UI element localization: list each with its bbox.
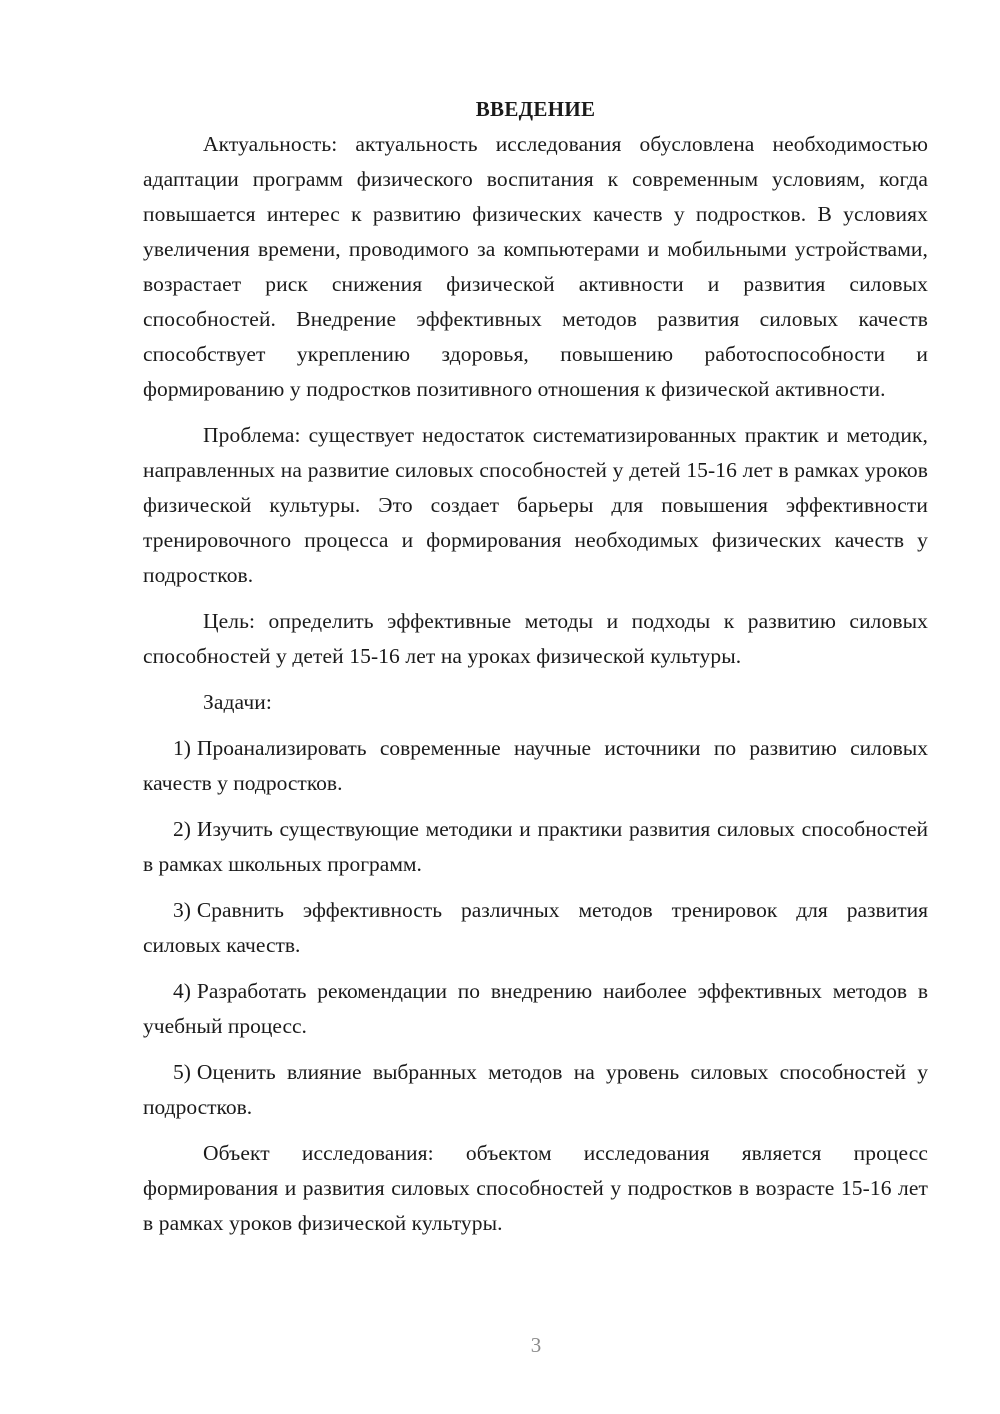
task-item: [143, 974, 928, 1044]
page-number: 3: [530, 1333, 542, 1357]
paragraph-spacer: [143, 963, 928, 974]
task-text: Разработать рекомендации по внедрению наиболее эффективных методов в учебный процесс.: [143, 979, 928, 1038]
paragraph-spacer: [143, 407, 928, 418]
task-text: Изучить существующие методики и практики развития силовых способностей в рамках школьных программ.: [143, 817, 928, 876]
task-item: [143, 1055, 928, 1125]
task-item: [143, 893, 928, 963]
paragraph-spacer: [143, 593, 928, 604]
task-number: 4): [173, 979, 191, 1003]
paragraph-spacer: [143, 1044, 928, 1055]
task-item: [143, 812, 928, 882]
task-text: Оценить влияние выбранных методов на уровень силовых способностей у подростков.: [143, 1060, 928, 1119]
task-number: 2): [173, 817, 191, 841]
paragraph-spacer: [143, 882, 928, 893]
task-number: 3): [173, 898, 191, 922]
paragraph-spacer: [143, 674, 928, 685]
problem-paragraph: Проблема: существует недостаток систематизированных практик и методик, направленных на развитие силовых способностей у детей 15-16 лет в рамках уроков физической культуры. Это создает барьеры для повышения эффективности тренировочного процесса и формирования необходимых физических качеств у подростков.: [143, 423, 928, 587]
task-number: 5): [173, 1060, 191, 1084]
paragraph-spacer: [143, 1125, 928, 1136]
page-title: ВВЕДЕНИЕ: [475, 97, 596, 121]
paragraph-spacer: [143, 801, 928, 812]
goal-paragraph: Цель: определить эффективные методы и подходы к развитию силовых способностей у детей 15-16 лет на уроках физической культуры.: [143, 609, 928, 668]
task-number: 1): [173, 736, 191, 760]
task-text: Проанализировать современные научные источники по развитию силовых качеств у подростков.: [143, 736, 928, 795]
document-page: [143, 92, 928, 1241]
tasks-heading: Задачи:: [203, 690, 272, 714]
paragraph-spacer: [143, 720, 928, 731]
research-object-paragraph: Объект исследования: объектом исследования является процесс формирования и развития силовых способностей у подростков в возрасте 15-16 лет в рамках уроков физической культуры.: [143, 1141, 928, 1235]
task-text: Сравнить эффективность различных методов тренировок для развития силовых качеств.: [143, 898, 928, 957]
relevance-paragraph: Актуальность: актуальность исследования обусловлена необходимостью адаптации программ физического воспитания к современным условиям, когда повышается интерес к развитию физических качеств у подростков. В условиях увеличения времени, проводимого за компьютерами и мобильными устройствами, возрастает риск снижения физической активности и развития силовых способностей. Внедрение эффективных методов развития силовых качеств способствует укреплению здоровья, повышению работоспособности и формированию у подростков позитивного отношения к физической активности.: [143, 132, 928, 401]
task-item: [143, 731, 928, 801]
